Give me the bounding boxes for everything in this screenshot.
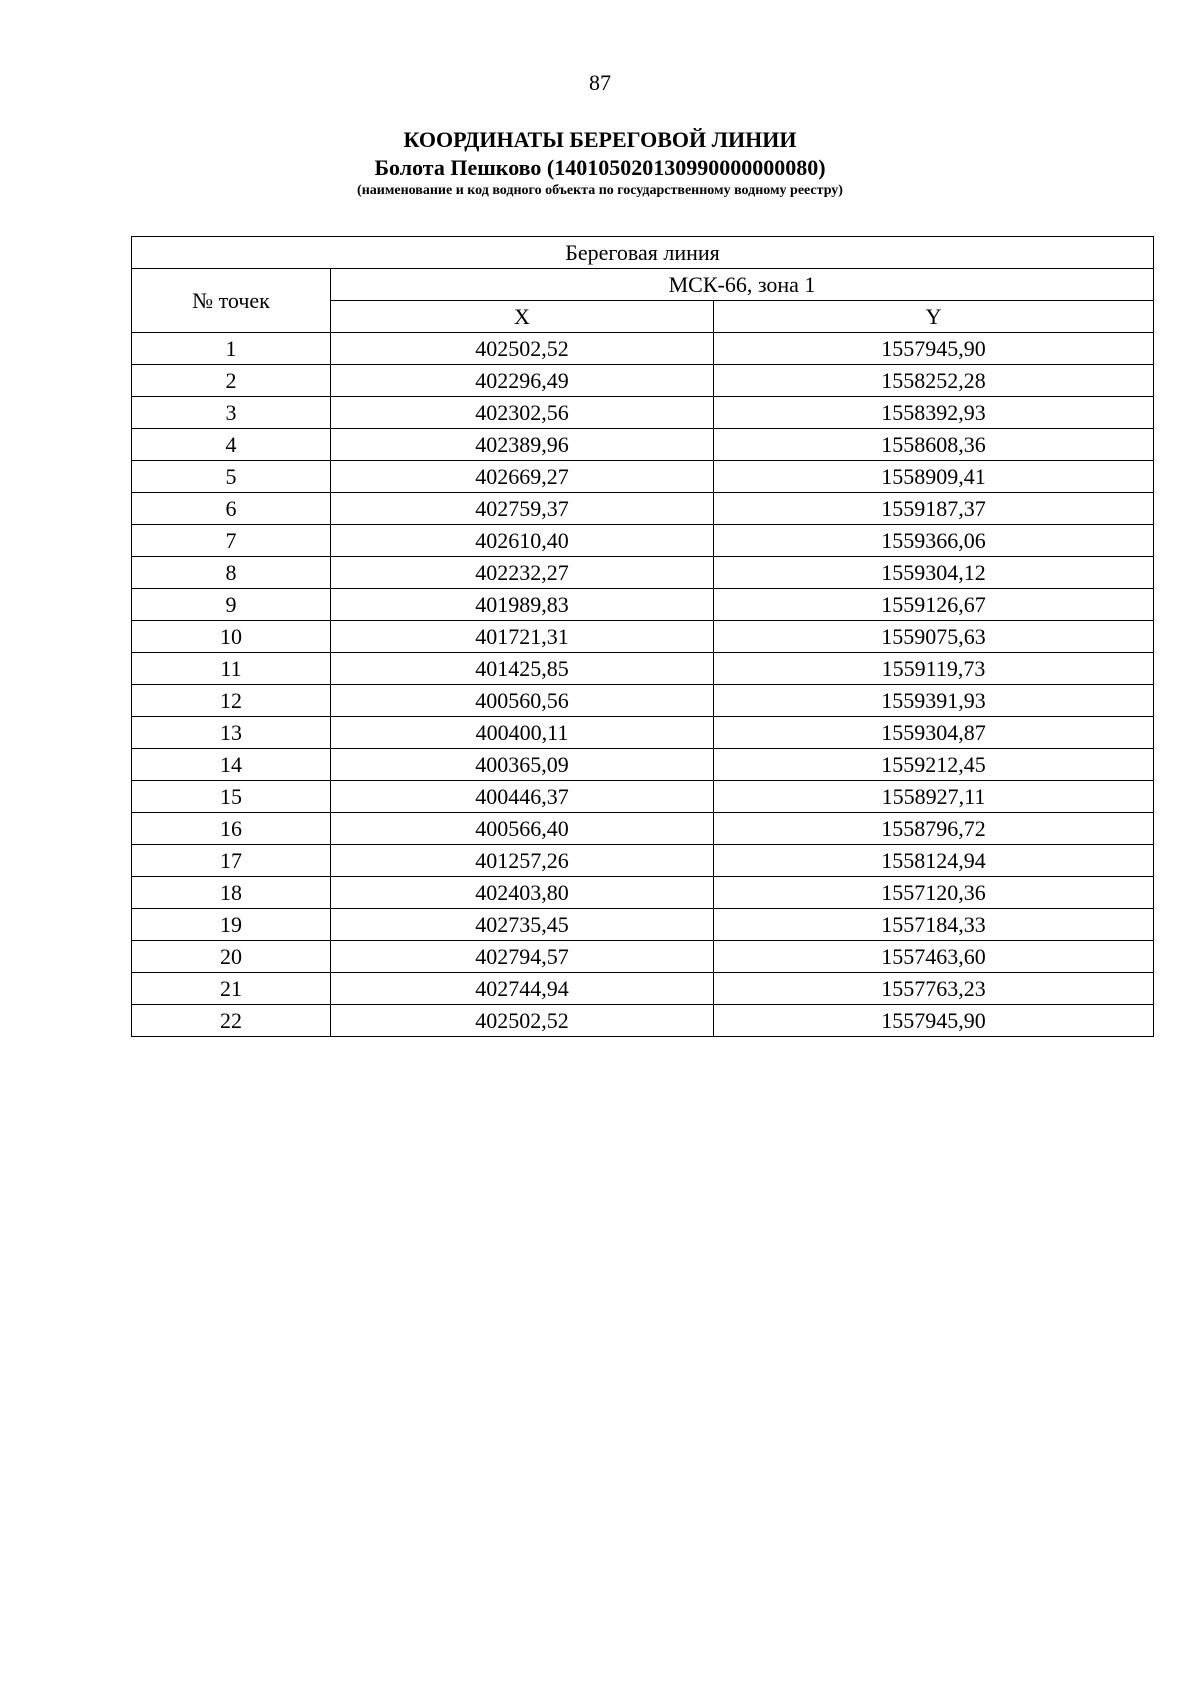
x-coordinate-cell: 402389,96	[331, 429, 714, 461]
y-coordinate-cell: 1559391,93	[714, 685, 1154, 717]
point-number-cell: 5	[132, 461, 331, 493]
x-coordinate-cell: 402669,27	[331, 461, 714, 493]
point-number-cell: 8	[132, 557, 331, 589]
point-number-cell: 9	[132, 589, 331, 621]
y-coordinate-cell: 1558608,36	[714, 429, 1154, 461]
table-row	[132, 589, 1154, 621]
y-coordinate-cell: 1559119,73	[714, 653, 1154, 685]
y-coordinate-cell: 1559304,12	[714, 557, 1154, 589]
point-number-cell: 16	[132, 813, 331, 845]
x-coordinate-cell: 402735,45	[331, 909, 714, 941]
table-row	[132, 365, 1154, 397]
table-row	[132, 493, 1154, 525]
y-coordinate-cell: 1559126,67	[714, 589, 1154, 621]
x-coordinate-cell: 401257,26	[331, 845, 714, 877]
table-row	[132, 941, 1154, 973]
table-row	[132, 429, 1154, 461]
title-caption: (наименование и код водного объекта по государственному водному реестру)	[357, 183, 843, 198]
header-shoreline: Береговая линия	[132, 237, 1154, 269]
table-row	[132, 461, 1154, 493]
point-number-cell: 10	[132, 621, 331, 653]
table-body	[132, 333, 1154, 1037]
y-coordinate-cell: 1558909,41	[714, 461, 1154, 493]
y-coordinate-cell: 1558252,28	[714, 365, 1154, 397]
point-number-cell: 1	[132, 333, 331, 365]
table-row	[132, 557, 1154, 589]
point-number-cell: 2	[132, 365, 331, 397]
table-row	[132, 909, 1154, 941]
point-number-cell: 17	[132, 845, 331, 877]
x-coordinate-cell: 402610,40	[331, 525, 714, 557]
x-coordinate-cell: 402794,57	[331, 941, 714, 973]
x-coordinate-cell: 401989,83	[331, 589, 714, 621]
y-coordinate-cell: 1558927,11	[714, 781, 1154, 813]
x-coordinate-cell: 402502,52	[331, 1005, 714, 1037]
x-coordinate-cell: 400566,40	[331, 813, 714, 845]
point-number-cell: 13	[132, 717, 331, 749]
y-coordinate-cell: 1559366,06	[714, 525, 1154, 557]
x-coordinate-cell: 401425,85	[331, 653, 714, 685]
x-coordinate-cell: 402302,56	[331, 397, 714, 429]
table-header	[132, 237, 1154, 333]
table-row	[132, 877, 1154, 909]
x-coordinate-cell: 402403,80	[331, 877, 714, 909]
document-title: КООРДИНАТЫ БЕРЕГОВОЙ ЛИНИИ	[403, 127, 797, 152]
table-row	[132, 813, 1154, 845]
x-coordinate-cell: 402502,52	[331, 333, 714, 365]
table-row	[132, 685, 1154, 717]
table-row	[132, 621, 1154, 653]
header-point-number: № точек	[132, 269, 331, 333]
y-coordinate-cell: 1557763,23	[714, 973, 1154, 1005]
point-number-cell: 15	[132, 781, 331, 813]
x-coordinate-cell: 402296,49	[331, 365, 714, 397]
y-coordinate-cell: 1558124,94	[714, 845, 1154, 877]
point-number-cell: 6	[132, 493, 331, 525]
table-row	[132, 397, 1154, 429]
water-body-name: Болота Пешково (140105020130990000000080)	[374, 155, 826, 180]
y-coordinate-cell: 1559212,45	[714, 749, 1154, 781]
point-number-cell: 12	[132, 685, 331, 717]
table-row	[132, 525, 1154, 557]
y-coordinate-cell: 1558392,93	[714, 397, 1154, 429]
y-coordinate-cell: 1559075,63	[714, 621, 1154, 653]
point-number-cell: 18	[132, 877, 331, 909]
y-coordinate-cell: 1559187,37	[714, 493, 1154, 525]
y-coordinate-cell: 1557120,36	[714, 877, 1154, 909]
y-coordinate-cell: 1557463,60	[714, 941, 1154, 973]
x-coordinate-cell: 401721,31	[331, 621, 714, 653]
table-row	[132, 845, 1154, 877]
coordinates-table	[131, 236, 1154, 1037]
point-number-cell: 20	[132, 941, 331, 973]
table-row	[132, 973, 1154, 1005]
point-number-cell: 3	[132, 397, 331, 429]
y-coordinate-cell: 1559304,87	[714, 717, 1154, 749]
x-coordinate-cell: 402744,94	[331, 973, 714, 1005]
table-row	[132, 1005, 1154, 1037]
table-row	[132, 653, 1154, 685]
y-coordinate-cell: 1557945,90	[714, 333, 1154, 365]
table-row	[132, 333, 1154, 365]
header-y: Y	[714, 301, 1154, 333]
point-number-cell: 4	[132, 429, 331, 461]
point-number-cell: 14	[132, 749, 331, 781]
x-coordinate-cell: 400560,56	[331, 685, 714, 717]
page-number: 87	[589, 70, 611, 95]
table-row	[132, 781, 1154, 813]
x-coordinate-cell: 400400,11	[331, 717, 714, 749]
table-row	[132, 749, 1154, 781]
x-coordinate-cell: 402759,37	[331, 493, 714, 525]
y-coordinate-cell: 1557945,90	[714, 1005, 1154, 1037]
y-coordinate-cell: 1558796,72	[714, 813, 1154, 845]
x-coordinate-cell: 400365,09	[331, 749, 714, 781]
header-x: X	[331, 301, 714, 333]
header-coordinate-system: МСК-66, зона 1	[331, 269, 1154, 301]
point-number-cell: 22	[132, 1005, 331, 1037]
x-coordinate-cell: 402232,27	[331, 557, 714, 589]
y-coordinate-cell: 1557184,33	[714, 909, 1154, 941]
point-number-cell: 19	[132, 909, 331, 941]
point-number-cell: 21	[132, 973, 331, 1005]
table-row	[132, 717, 1154, 749]
x-coordinate-cell: 400446,37	[331, 781, 714, 813]
point-number-cell: 11	[132, 653, 331, 685]
point-number-cell: 7	[132, 525, 331, 557]
